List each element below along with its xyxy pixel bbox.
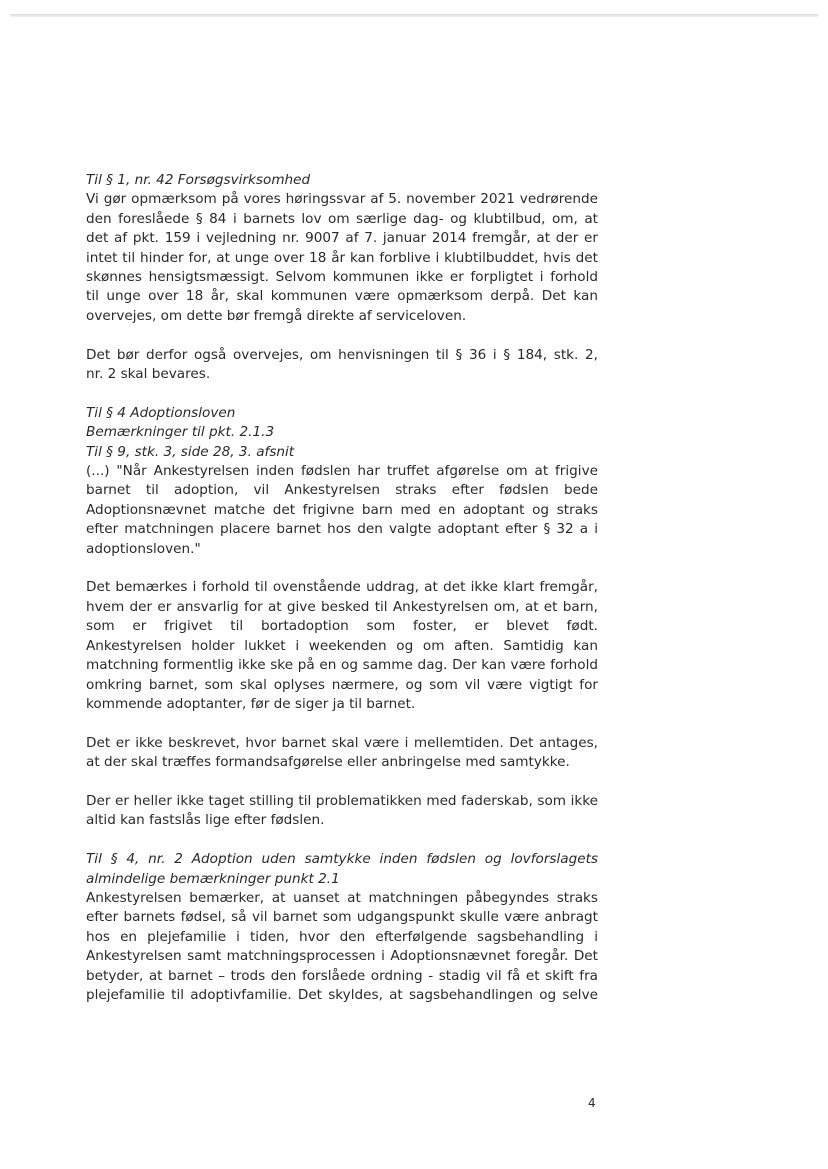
section-heading: almindelige bemærkninger punkt 2.1 [86, 870, 340, 887]
body-line: nr. 2 skal bevares. [86, 366, 211, 383]
body-line: barnet til adoption, vil Ankestyrelsen straks efter fødslen bede [86, 482, 598, 499]
body-line: hvem der er ansvarlig for at give besked til Ankestyrelsen om, at et barn, [86, 598, 598, 615]
body-line: det af pkt. 159 i vejledning nr. 9007 af 7. januar 2014 fremgår, at der er [86, 230, 598, 247]
page-content [86, 171, 598, 1025]
scan-top-edge [10, 14, 818, 17]
section-heading: Bemærkninger til pkt. 2.1.3 [86, 424, 275, 441]
body-line: Ankestyrelsen holder lukket i weekenden og om aften. Samtidig kan [86, 637, 598, 654]
body-line: kommende adoptanter, før de siger ja til barnet. [86, 695, 416, 712]
body-line: Det er ikke beskrevet, hvor barnet skal være i mellemtiden. Det antages, [86, 734, 598, 751]
body-line: matchning formentlig ikke ske på en og samme dag. Der kan være forhold [86, 657, 598, 674]
section-heading: Til § 4 Adoptionsloven [86, 404, 236, 421]
body-line: Der er heller ikke taget stilling til problematikken med faderskab, som ikke [86, 792, 598, 809]
body-line: at der skal træffes formandsafgørelse eller anbringelse med samtykke. [86, 754, 570, 771]
body-line: Det bør derfor også overvejes, om henvisningen til § 36 i § 184, stk. 2, [86, 346, 598, 363]
section-heading: Til § 9, stk. 3, side 28, 3. afsnit [86, 443, 295, 460]
body-line: efter barnets fødsel, så vil barnet som udgangspunkt skulle være anbragt [86, 909, 598, 926]
body-line: Vi gør opmærksom på vores høringssvar af 5. november 2021 vedrørende [86, 191, 598, 208]
body-line: omkring barnet, som skal oplyses nærmere, og som vil være vigtigt for [86, 676, 598, 693]
body-line: plejefamilie til adoptivfamilie. Det skyldes, at sagsbehandlingen og selve [86, 986, 598, 1003]
body-line: overvejes, om dette bør fremgå direkte af serviceloven. [86, 307, 467, 324]
section [86, 171, 598, 326]
section [86, 734, 598, 773]
section [86, 578, 598, 714]
section [86, 346, 598, 385]
section [86, 850, 598, 1005]
section [86, 404, 598, 559]
body-line: Ankestyrelsen bemærker, at uanset at matchningen påbegyndes straks [86, 889, 598, 906]
body-line: intet til hinder for, at unge over 18 år kan forblive i klubtilbuddet, hvis det [86, 249, 598, 266]
body-line: (...) "Når Ankestyrelsen inden fødslen har truffet afgørelse om at frigive [86, 463, 598, 480]
body-line: som er frigivet til bortadoption som foster, er blevet født. [86, 618, 598, 635]
section [86, 792, 598, 831]
section-heading: Til § 1, nr. 42 Forsøgsvirksomhed [86, 172, 311, 188]
page-number: 4 [588, 1096, 596, 1110]
body-line: den foreslåede § 84 i barnets lov om særlige dag- og klubtilbud, om, at [86, 210, 598, 227]
body-line: Ankestyrelsen samt matchningsprocessen i Adoptionsnævnet foregår. Det [86, 948, 598, 965]
body-line: Adoptionsnævnet matche det frigivne barn med en adoptant og straks [86, 501, 598, 518]
section-heading: Til § 4, nr. 2 Adoption uden samtykke inden fødslen og lovforslagets [86, 851, 598, 868]
body-line: hos en plejefamilie i tiden, hvor den efterfølgende sagsbehandling i [86, 928, 598, 945]
body-line: Det bemærkes i forhold til ovenstående uddrag, at det ikke klart fremgår, [86, 579, 598, 596]
body-line: altid kan fastslås lige efter fødslen. [86, 812, 325, 829]
body-line: adoptionsloven." [86, 540, 201, 557]
body-line: betyder, at barnet – trods den forslåede ordning - stadig vil få et skift fra [86, 967, 598, 984]
body-line: skønnes hensigtsmæssigt. Selvom kommunen ikke er forpligtet i forhold [86, 269, 598, 286]
body-line: efter matchningen placere barnet hos den valgte adoptant efter § 32 a i [86, 521, 598, 538]
body-line: til unge over 18 år, skal kommunen være opmærksom derpå. Det kan [86, 288, 598, 305]
